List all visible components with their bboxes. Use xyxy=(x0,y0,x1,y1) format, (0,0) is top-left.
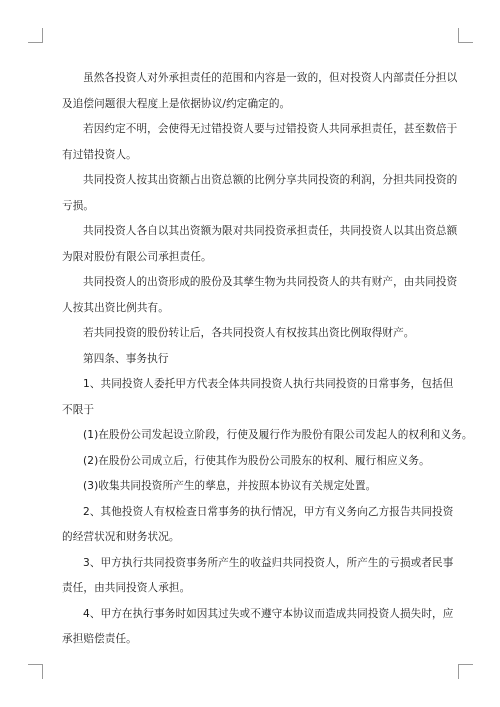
paragraph-line: 承担赔偿责任。 xyxy=(62,633,137,645)
crop-mark-bottom-left xyxy=(28,664,43,679)
paragraph-line: 亏损。 xyxy=(62,199,95,212)
list-item: (2)在股份公司成立后，行使其作为股份公司股东的权利、履行相应义务。 xyxy=(83,454,430,467)
paragraph-line: 共同投资人各自以其出资额为限对共同投资承担责任，共同投资人以其出资总额 xyxy=(83,225,458,237)
paragraph-line: 有过错投资人。 xyxy=(62,148,137,161)
paragraph-line: 共同投资人的出资形成的股份及其孳生物为共同投资人的共有财产，由共同投资 xyxy=(83,276,458,288)
paragraph-line: 不限于 xyxy=(62,403,95,416)
paragraph-line: 若共同投资的股份转让后，各共同投资人有权按其出资比例取得财产。 xyxy=(83,327,415,339)
paragraph-line: 2、其他投资人有权检查日常事务的执行情况，甲方有义务向乙方报告共同投资 xyxy=(83,505,454,518)
crop-mark-top-right xyxy=(458,28,473,43)
list-item: (3)收集共同投资所产生的孳息，并按照本协议有关规定处置。 xyxy=(83,480,377,492)
section-heading: 第四条、事务执行 xyxy=(83,352,169,365)
paragraph-line: 共同投资人按其出资额占出资总额的比例分享共同投资的利润，分担共同投资的 xyxy=(83,174,458,186)
document-body xyxy=(62,66,473,653)
paragraph-line: 的经营状况和财务状况。 xyxy=(62,531,180,543)
paragraph-line: 为限对股份有限公司承担责任。 xyxy=(62,250,212,263)
paragraph-line: 4、甲方在执行事务时如因其过失或不遵守本协议而造成共同投资人损失时，应 xyxy=(83,607,454,620)
crop-mark-top-left xyxy=(28,28,43,43)
paragraph-line: 及追偿问题很大程度上是依据协议/约定确定的。 xyxy=(62,97,291,110)
paragraph-line: 1、共同投资人委托甲方代表全体共同投资人执行共同投资的日常事务，包括但 xyxy=(83,378,454,390)
list-item: (1)在股份公司发起设立阶段，行使及履行作为股份有限公司发起人的权利和义务。 xyxy=(83,429,473,441)
paragraph-line: 人按其出资比例共有。 xyxy=(62,301,169,314)
paragraph-line: 虽然各投资人对外承担责任的范围和内容是一致的，但对投资人内部责任分担以 xyxy=(83,72,458,84)
paragraph-line: 若因约定不明，会使得无过错投资人要与过错投资人共同承担责任，甚至数倍于 xyxy=(83,123,458,135)
crop-mark-bottom-right xyxy=(458,664,473,679)
paragraph-line: 3、甲方执行共同投资事务所产生的收益归共同投资人，所产生的亏损或者民事 xyxy=(83,556,454,569)
paragraph-line: 责任，由共同投资人承担。 xyxy=(62,582,191,594)
